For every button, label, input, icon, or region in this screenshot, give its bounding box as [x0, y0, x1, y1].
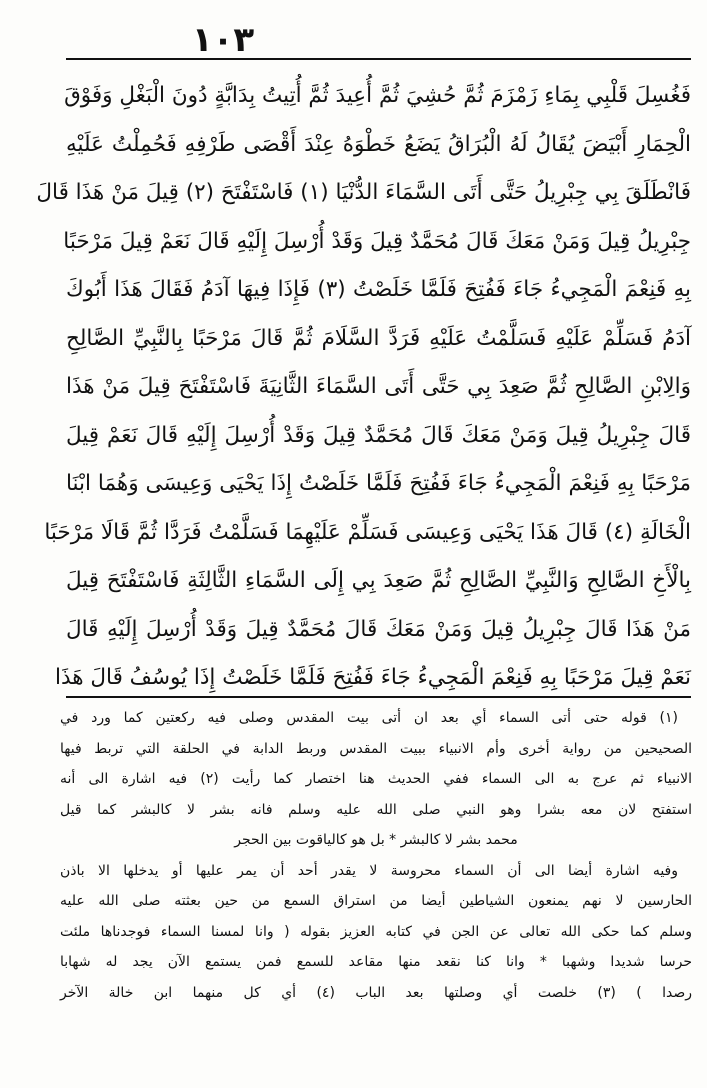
main-text-line: بِالْأَخِ الصَّالِحِ وَالنَّبِيِّ الصَّالِحِ ثُمَّ صَعِدَ بِي إِلَى السَّمَاءِ الثَّالِثَةِ فَاسْتَفْتَحَ قِيلَ — [66, 568, 691, 593]
footnote-line: استفتح لان معه بشرا وهو النبي صلى الله عليه وسلم فانه بشر لا كالبشر كما قيل — [60, 801, 692, 818]
footnote-line: الحارسين لا نهم يمنعون الشياطين أيضا من استراق السمع من حين بعثته صلى الله عليه — [60, 893, 692, 909]
main-text — [36, 72, 692, 703]
main-text-line: مَنْ هَذَا قَالَ جِبْرِيلُ قِيلَ وَمَنْ مَعَكَ قَالَ مُحَمَّدٌ قِيلَ وَقَدْ أُرْسِلَ إِلَيْهِ قَالَ — [66, 616, 691, 642]
main-text-line: مَرْحَبًا بِهِ فَنِعْمَ الْمَجِيءُ جَاءَ فَفُتِحَ فَلَمَّا خَلَصْتُ إِذَا يَحْيَى وَعِيسَى وَهُمَا ابْنَا — [66, 471, 691, 496]
main-text-line: جِبْرِيلُ قِيلَ وَمَنْ مَعَكَ قَالَ مُحَمَّدٌ قِيلَ وَقَدْ أُرْسِلَ إِلَيْهِ قَالَ نَعَمْ قِيلَ مَرْحَبًا — [63, 228, 691, 254]
footnote-line: وسلم كما حكى الله تعالى عن الجن في كتابه العزيز بقوله ( وانا لمسنا السماء فوجدناها ملئت — [60, 923, 692, 940]
main-text-line: قَالَ جِبْرِيلُ قِيلَ وَمَنْ مَعَكَ قَالَ مُحَمَّدٌ قِيلَ وَقَدْ أُرْسِلَ إِلَيْهِ قَالَ نَعَمْ قِيلَ — [66, 422, 691, 448]
main-text-line: بِهِ فَنِعْمَ الْمَجِيءُ جَاءَ فَفُتِحَ فَلَمَّا خَلَصْتُ (٣) فَإِذَا فِيهَا آدَمُ فَقَالَ هَذَا أَبُوكَ — [66, 277, 692, 302]
header-rule — [66, 58, 691, 60]
footnotes — [60, 703, 692, 1008]
main-text-line: نَعَمْ قِيلَ مَرْحَبًا بِهِ فَنِعْمَ الْمَجِيءُ جَاءَ فَفُتِحَ فَلَمَّا خَلَصْتُ إِذَا يُوسُفُ قَالَ هَذَا — [54, 665, 691, 690]
footnote-line: (١) قوله حتى أتى السماء أي بعد ان أتى بيت المقدس وصلى فيه ركعتين كما ورد في — [60, 710, 678, 726]
footnote-line: الصحيحين من رواية أخرى وأم الانبياء ببيت المقدس وربط الدابة في الحلقة التي تربط فيها — [60, 740, 692, 757]
footnote-line: حرسا شديدا وشهبا * وانا كنا نقعد منها مقاعد للسمع فمن يستمع الآن يجد له شهابا — [60, 954, 692, 970]
main-text-line: آدَمُ فَسَلِّمْ عَلَيْهِ فَسَلَّمْتُ عَلَيْهِ فَرَدَّ السَّلَامَ ثُمَّ قَالَ مَرْحَبًا بِالنَّبِيِّ الصَّالِحِ — [66, 325, 691, 351]
footnote-line: رصدا ) (٣) خلصت أي وصلتها بعد الباب (٤) أي كل منهما ابن خالة الآخر — [60, 984, 693, 1001]
page-number: ١٠٣ — [191, 20, 255, 60]
footnote-line: الانبياء ثم عرج به الى السماء ففي الحديث هنا اختصار كما رأيت (٢) فيه اشارة الى أنه — [60, 771, 692, 787]
footnote-line: وفيه اشارة أيضا الى أن السماء محروسة لا يقدر أحد أن يمر عليها أو يدخلها الا باذن — [60, 862, 678, 879]
footnote-rule — [66, 696, 691, 698]
main-text-line: الْخَالَةِ (٤) قَالَ هَذَا يَحْيَى وَعِيسَى فَسَلِّمْ عَلَيْهِمَا فَسَلَّمْتُ فَرَدَّا ثُمَّ قَالَا مَرْحَبًا — [44, 519, 691, 545]
main-text-line: الْحِمَارِ أَبْيَضَ يُقَالُ لَهُ الْبُرَاقُ يَضَعُ خَطْوَهُ عِنْدَ أَقْصَى طَرْفِهِ فَحُمِلْتُ عَلَيْهِ — [66, 131, 691, 157]
footnote-verse: محمد بشر لا كالبشر * بل هو كالياقوت بين الحجر — [234, 832, 518, 848]
main-text-line: وَالِابْنِ الصَّالِحِ ثُمَّ صَعِدَ بِي حَتَّى أَتَى السَّمَاءَ الثَّانِيَةَ فَاسْتَفْتَحَ قِيلَ مَنْ هَذَا — [66, 374, 691, 399]
main-text-line: فَغُسِلَ قَلْبِي بِمَاءِ زَمْزَمَ ثُمَّ حُشِيَ ثُمَّ أُعِيدَ ثُمَّ أُتِيتُ بِدَابَّةٍ دُونَ الْبَغْلِ وَفَوْقَ — [64, 83, 691, 108]
main-text-line: فَانْطَلَقَ بِي جِبْرِيلُ حَتَّى أَتَى السَّمَاءَ الدُّنْيَا (١) فَاسْتَفْتَحَ (٢) قِيلَ مَنْ هَذَا قَالَ — [36, 180, 691, 205]
